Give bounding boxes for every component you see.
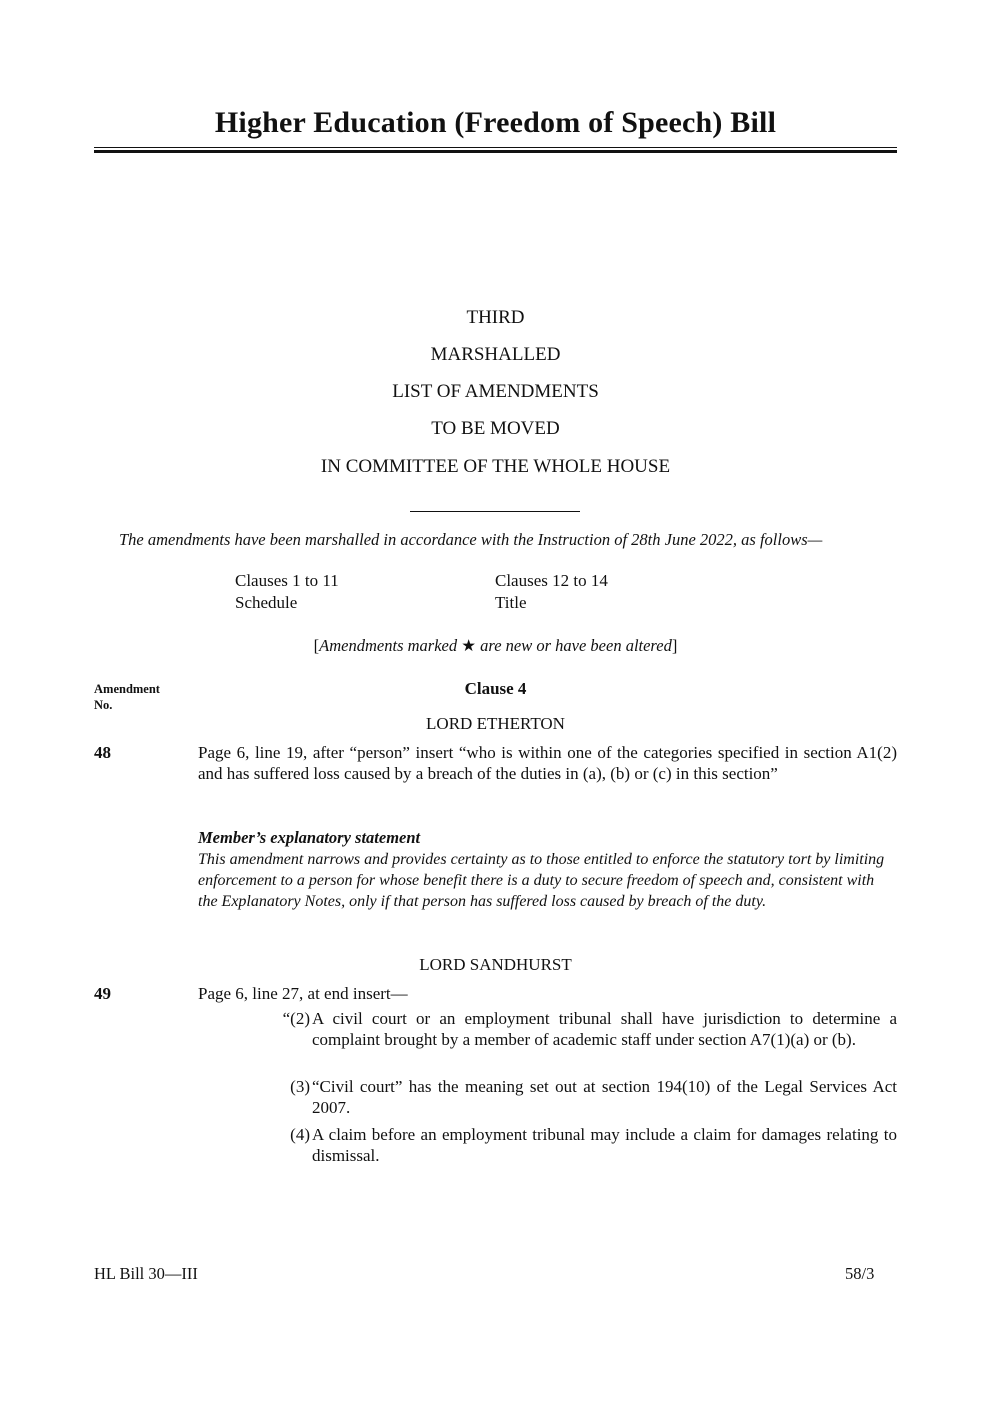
- heading-line-3: LIST OF AMENDMENTS: [392, 381, 599, 402]
- member-name: LORD ETHERTON: [426, 714, 565, 733]
- footer-bill-ref: HL Bill 30—III: [94, 1264, 198, 1283]
- altered-note: [0, 636, 991, 656]
- note-text-before: Amendments marked: [319, 636, 462, 655]
- subsection-text: A claim before an employment tribunal may include a claim for damages relating to dismissal.: [312, 1125, 897, 1165]
- amendment-no-label: Amendment No.: [94, 682, 160, 712]
- subsection: [276, 1008, 897, 1050]
- heading-line-4: TO BE MOVED: [431, 418, 560, 439]
- clause-order-1-2: Clauses 12 to 14: [495, 571, 608, 590]
- intro-paragraph: The amendments have been marshalled in accordance with the Instruction of 28th June 2022, as follows—: [119, 530, 823, 549]
- separator-rule: [410, 511, 580, 512]
- amendment-number: 48: [94, 743, 111, 762]
- note-text-after: are new or have been altered: [476, 636, 672, 655]
- heading-line-1: THIRD: [466, 307, 525, 328]
- amendment-number: 49: [94, 984, 111, 1003]
- footer-page-ref: 58/3: [845, 1264, 875, 1283]
- clause-order-1-1: Clauses 1 to 11: [235, 571, 339, 590]
- clause-order-2-1: Schedule: [235, 593, 298, 612]
- explanatory-heading: Member’s explanatory statement: [198, 828, 421, 847]
- note-bracket-close: ]: [671, 636, 678, 655]
- title-rule-thin: [94, 147, 897, 148]
- amendment-text: Page 6, line 27, at end insert—: [198, 984, 408, 1003]
- subsection: [276, 1076, 897, 1118]
- clause-heading: Clause 4: [464, 679, 527, 698]
- subsection-text: A civil court or an employment tribunal shall have jurisdiction to determine a complaint brought by a member of academic staff under section A7(1)(a) or (b).: [312, 1009, 897, 1049]
- explanatory-text: This amendment narrows and provides certainty as to those entitled to enforce the statutory tort by limiting enforcement to a person for whose benefit there is a duty to secure freedom of speech and, consistent with the Explanatory Notes, only if that person has suffered loss caused by breach of the duty.: [198, 851, 885, 910]
- star-icon: ★: [461, 636, 477, 655]
- subsection-label: (3): [290, 1077, 310, 1096]
- amendment-text: Page 6, line 19, after “person” insert “who is within one of the categories specified in section A1(2) and has suffered loss caused by a breach of the duties in (a), (b) or (c) in this section”: [198, 743, 897, 783]
- member-name: LORD SANDHURST: [419, 955, 572, 974]
- subsection: [276, 1124, 897, 1166]
- subsection-text: “Civil court” has the meaning set out at section 194(10) of the Legal Services Act 2007.: [312, 1077, 897, 1117]
- bill-title: Higher Education (Freedom of Speech) Bill: [214, 106, 777, 139]
- subsection-label: (4): [290, 1125, 310, 1144]
- subsection-label: “(2): [282, 1009, 310, 1028]
- note-bracket-open: [: [313, 636, 320, 655]
- title-rule-thick: [94, 150, 897, 153]
- heading-line-5: IN COMMITTEE OF THE WHOLE HOUSE: [320, 456, 671, 477]
- heading-line-2: MARSHALLED: [430, 344, 561, 365]
- clause-order-2-2: Title: [495, 593, 527, 612]
